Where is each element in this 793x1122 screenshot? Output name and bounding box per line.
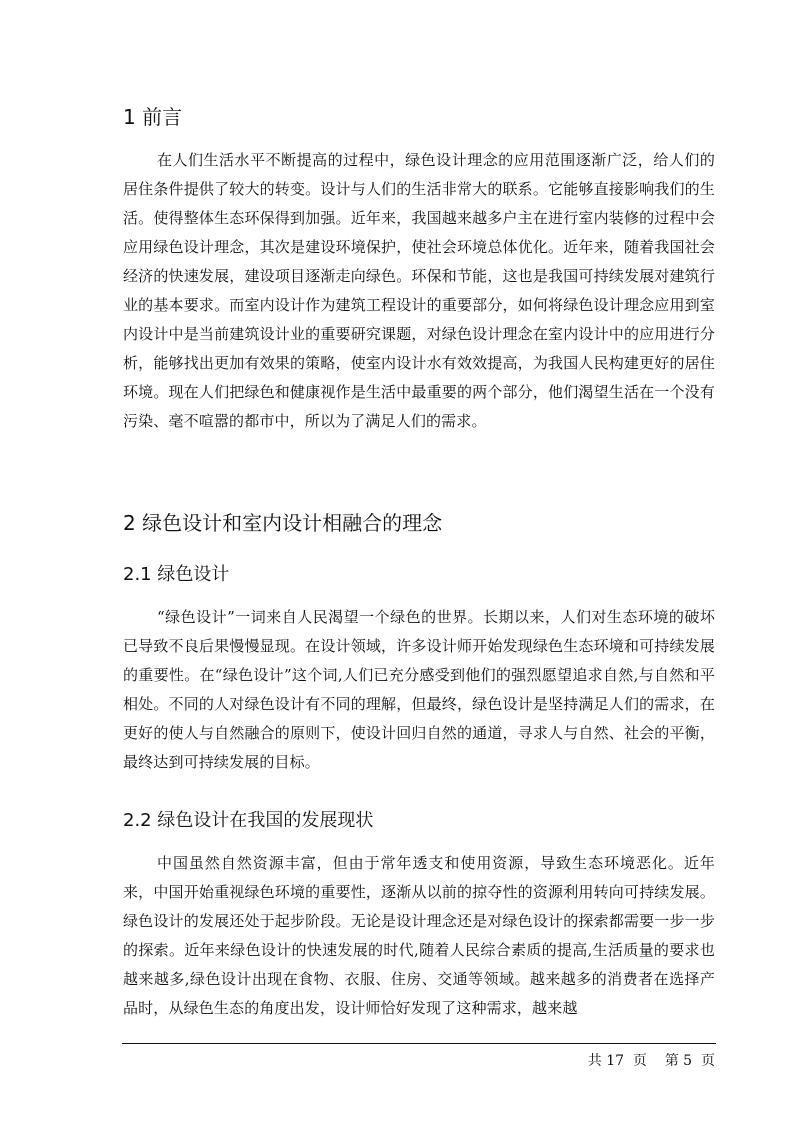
section-heading-concept: 2 绿色设计和室内设计相融合的理念 xyxy=(123,511,443,535)
footer-divider xyxy=(122,1043,716,1044)
page-footer: 共 17 页 第 5 页 xyxy=(587,1053,715,1069)
section-heading-preface: 1 前言 xyxy=(123,105,183,129)
preface-paragraph: 在人们生活水平不断提高的过程中，绿色设计理念的应用范围逐渐广泛，给人们的居住条件提供了较大的转变。设计与人们的生活非常大的联系。它能够直接影响我们的生活。使得整体生态环保得到加强。近年来，我国越来越多户主在进行室内装修的过程中会应用绿色设计理念，其次是建设环境保护，使社会环境总体优化。近年来，随着我国社会经济的快速发展，建设项目逐渐走向绿色。环保和节能，这也是我国可持续发展对建筑行业的基本要求。而室内设计作为建筑工程设计的重要部分，如何将绿色设计理念应用到室内设计中是当前建筑设计业的重要研究课题，对绿色设计理念在室内设计中的应用进行分析，能够找出更加有效果的策略，使室内设计水有效效提高，为我国人民构建更好的居住环境。现在人们把绿色和健康视作是生活中最重要的两个部分，他们渴望生活在一个没有污染、毫不喧嚣的都市中，所以为了满足人们的需求。 xyxy=(123,151,715,430)
subsection-heading-development: 2.2 绿色设计在我国的发展现状 xyxy=(123,810,374,831)
green-design-paragraph: “绿色设计”一词来自人民渴望一个绿色的世界。长期以来，人们对生态环境的破坏已导致不良后果慢慢显现。在设计领域，许多设计师开始发现绿色生态环境和可持续发展的重要性。在“绿色设计”这个词,人们已充分感受到他们的强烈愿望追求自然,与自然和平相处。不同的人对绿色设计有不同的理解，但最终，绿色设计是坚持满足人们的需求，在更好的使人与自然融合的原则下，使设计回归自然的通道，寻求人与自然、社会的平衡，最终达到可持续发展的目标。 xyxy=(123,608,715,771)
subsection-heading-green-design: 2.1 绿色设计 xyxy=(123,564,230,585)
development-paragraph: 中国虽然自然资源丰富，但由于常年透支和使用资源，导致生态环境恶化。近年来，中国开始重视绿色环境的重要性，逐渐从以前的掠夺性的资源利用转向可持续发展。绿色设计的发展还处于起步阶段。无论是设计理念还是对绿色设计的探索都需要一步一步的探索。近年来绿色设计的快速发展的时代,随着人民综合素质的提高,生活质量的要求也越来越多,绿色设计出现在食物、衣服、住房、交通等领域。越来越多的消费者在选择产品时，从绿色生态的角度出发，设计师恰好发现了这种需求，越来越 xyxy=(123,854,715,1017)
